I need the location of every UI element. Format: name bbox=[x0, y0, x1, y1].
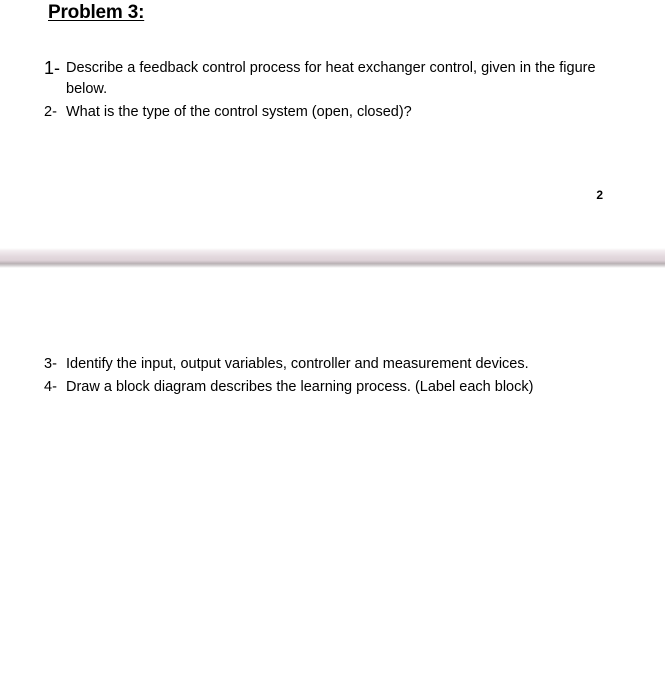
question-list-top bbox=[44, 58, 624, 125]
heat-exchanger-diagram bbox=[0, 418, 665, 694]
question-number: 4- bbox=[44, 379, 57, 395]
slide-top bbox=[0, 0, 665, 248]
question-text: What is the type of the control system (open, closed)? bbox=[66, 104, 412, 120]
question-text: Identify the input, output variables, controller and measurement devices. bbox=[66, 356, 529, 372]
question-text: Describe a feedback control process for heat exchanger control, given in the figure below. bbox=[66, 60, 596, 97]
slide-bottom bbox=[0, 268, 665, 694]
page-number: 2 bbox=[596, 188, 603, 202]
list-item bbox=[44, 377, 634, 398]
list-item bbox=[44, 354, 634, 375]
page-title: Problem 3: bbox=[48, 2, 145, 23]
question-number: 1- bbox=[44, 58, 61, 78]
question-number: 3- bbox=[44, 356, 57, 372]
question-list-bottom bbox=[44, 354, 634, 400]
question-number: 2- bbox=[44, 104, 57, 120]
list-item bbox=[44, 58, 624, 100]
slide-divider bbox=[0, 248, 665, 268]
question-text: Draw a block diagram describes the learning process. (Label each block) bbox=[66, 379, 534, 395]
list-item bbox=[44, 102, 624, 123]
